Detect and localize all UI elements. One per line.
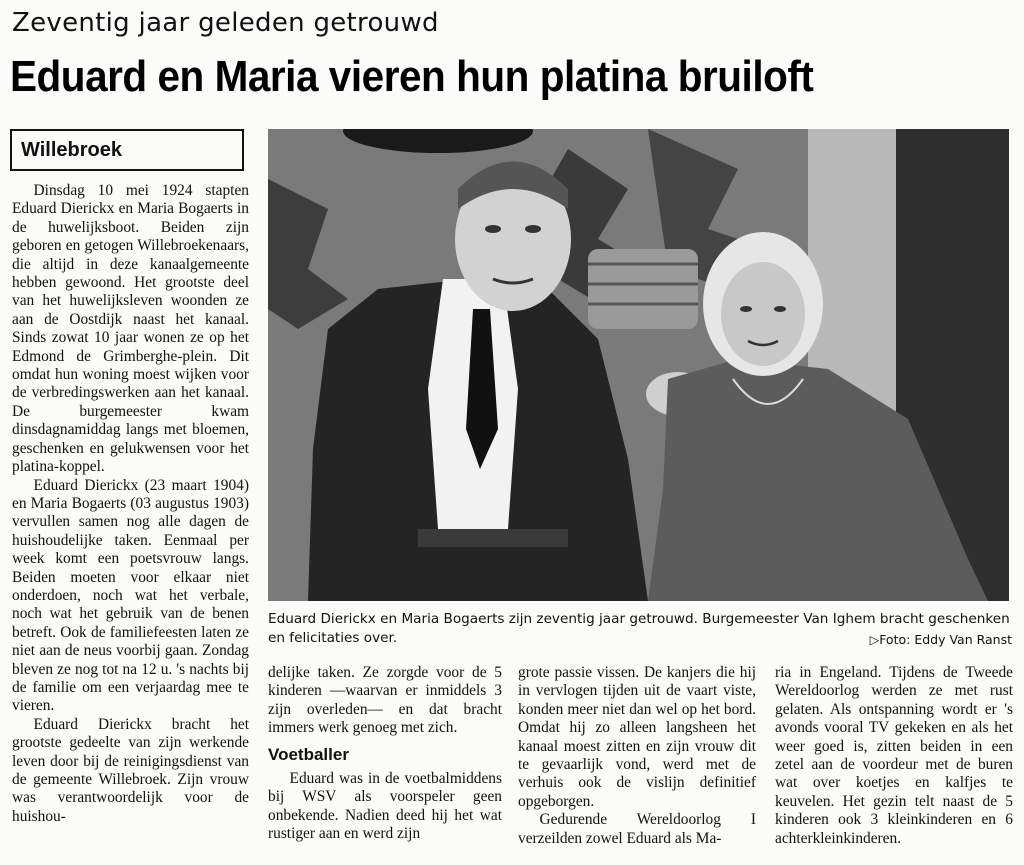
kicker: Zeventig jaar geleden getrouwd [12, 8, 439, 38]
paragraph: delijke taken. Ze zorgde voor de 5 kinderen —waarvan er inmiddels 3 zijn overleden— en dat bracht immers werk genoeg met zich. [268, 664, 502, 737]
headline: Eduard en Maria vieren hun platina bruiloft [10, 52, 814, 101]
dateline-box [10, 129, 244, 171]
paragraph: Dinsdag 10 mei 1924 stapten Eduard Dierickx en Maria Bogaerts in de huwelijksboot. Beiden zijn geboren en getogen Willebroekenaars, die altijd in deze kanaalgemeente hebben gewoond. Het grootste deel van het huwelijksleven woonden ze aan de Oostdijk naast het kanaal. Sinds zowat 10 jaar wonen ze op het Edmond de Grimberghe-plein. Dit omdat hun woning moest wijken voor de verbredingswerken aan het kanaal. De burgemeester kwam dinsdagnamiddag langs met bloemen, geschenken en gelukwensen voor het platina-koppel. [12, 182, 249, 476]
dateline-label: Willebroek [21, 139, 122, 161]
photo-caption: Eduard Dierickx en Maria Bogaerts zijn zeventig jaar getrouwd. Burgemeester Van Ighem bracht geschenken en felicitaties over. [268, 611, 1010, 646]
photo-credit: ▷Foto: Eddy Van Ranst [869, 632, 1012, 647]
paragraph: grote passie vissen. De kanjers die hij in vervlogen tijden uit de vaart viste, konden meer niet dan wel op het bord. Omdat hij zo alleen langsheen het kanaal moest zitten en zijn vrouw dit te gevaarlijk vond, werd met de verhuis ook de vislijn definitief opgeborgen. [518, 664, 756, 810]
paragraph: Eduard was in de voetbalmiddens bij WSV als voorspeler geen onbekende. Nadien deed hij het wat rustiger aan en werd zijn [268, 770, 502, 843]
paragraph: Gedurende Wereldoorlog I verzeilden zowel Eduard als Ma- [518, 811, 756, 847]
subheading: Voetballer [268, 744, 349, 764]
article-column-1 [12, 182, 249, 826]
paragraph: Eduard Dierickx bracht het grootste gedeelte van zijn werkende leven door bij de reinigingsdienst van de gemeente Willebroek. Zijn vrouw was verantwoordelijk voor de huishou- [12, 715, 249, 825]
article-column-2 [268, 664, 502, 844]
couple-photo-illustration [268, 129, 1009, 601]
article-column-4 [775, 664, 1013, 848]
paragraph: Eduard Dierickx (23 maart 1904) en Maria Bogaerts (03 augustus 1903) vervullen samen nog alle dagen de huishoudelijke taken. Eenmaal per week komt een poetsvrouw langs. Beiden moeten voor elkaar niet onderdoen, noch wat het verbale, noch wat het gebruik van de benen betreft. Ook de familiefeesten laten ze niet aan de neus voorbij gaan. Zondag bleven ze nog tot na 12 u. 's nachts bij de familie om een verjaardag mee te vieren. [12, 476, 249, 715]
paragraph: ria in Engeland. Tijdens de Tweede Wereldoorlog werden ze met rust gelaten. Als ontspanning wordt er 's avonds vooral TV gekeken en als het weer goed is, zitten beiden in een zetel aan de voordeur met de buren wat over koetjes en kalfjes te keuvelen. Het gezin telt naast de 5 kinderen ook 3 kleinkinderen en 6 achterkleinkinderen. [775, 664, 1013, 847]
article-column-3 [518, 664, 756, 848]
article-photo [268, 129, 1009, 601]
